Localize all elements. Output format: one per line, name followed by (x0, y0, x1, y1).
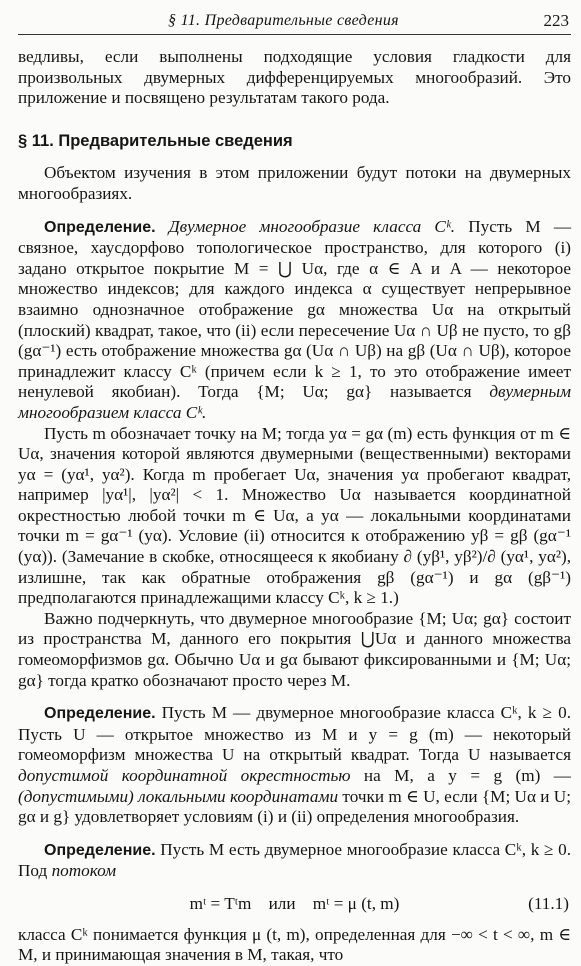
definition-body-end: точки m ∈ U, если {M; Uα и U; gα и g} удовлетворяет условиям (i) и (ii) определения многообразия. (18, 786, 571, 827)
running-head-title: § 11. Предварительные сведения (168, 12, 399, 29)
flow-continuation-paragraph: класса Cᵏ понимается функция μ (t, m), определенная для −∞ < t < ∞, m ∈ M, и принимающая значения в M, такая, что (18, 924, 571, 965)
running-head (18, 0, 571, 35)
page-content (18, 47, 571, 966)
point-coordinates-paragraph: Пусть m обозначает точку на M; тогда yα = gα (m) есть функция от m ∈ Uα, значения которой являются двумерными (вещественными) векторами yα = (yα¹, yα²). Когда m пробегает Uα, значения yα пробегают квадрат, например |yα¹|, |yα²| < 1. Множество Uα называется координатной окрестностью любой точки m ∈ Uα, а yα — локальными координатами точки m = gα⁻¹ (yα). Условие (ii) относится к отображению yβ = gβ (gα⁻¹ (yα)). (Замечание в скобке, относящееся к якобиану ∂ (yβ¹, yβ²)/∂ (yα¹, yα²), излишне, так как обратные отображения gβ (gα⁻¹) и gα (gβ⁻¹) предполагаются принадлежащими классу Cᵏ, k ≥ 1.) (18, 423, 571, 608)
formula-text: mᵗ = Tᵗm или mᵗ = μ (t, m) (189, 893, 400, 913)
definition-label: Определение. (44, 705, 156, 723)
definition-body-start: Пусть M — двумерное многообразие класса Cᵏ, k ≥ 0. Пусть U — открытое множество из M и y = g (m) — некоторый гомеоморфизм множества U на открытый квадрат. Тогда U называется (18, 703, 572, 765)
definition-body: Пусть M — связное, хаусдорфово топологическое пространство, для которого (i) задано открытое покрытие M = ⋃ Uα, где α ∈ A и A — некоторое множество индексов; для каждого индекса α существует непрерывное взаимно однозначное отображение gα множества Uα на открытый (плоский) квадрат, такое, что (ii) если пересечение Uα ∩ Uβ не пусто, то gβ (gα⁻¹) есть отображение множества gα (Uα ∩ Uβ) на gβ (Uα ∩ Uβ), которое принадлежит классу Cᵏ (причем если k ≥ 1, то это отображение имеет ненулевой якобиан). Тогда {M; Uα; gα} называется (18, 216, 572, 402)
definition-label: Определение. (44, 841, 156, 859)
page-number: 223 (543, 11, 569, 30)
definition-conclusion: двумерным многообразием класса Cᵏ. (18, 382, 572, 422)
definition-coordinate-neighborhood (18, 703, 571, 828)
section-heading: § 11. Предварительные сведения (18, 131, 293, 150)
definition-manifold (18, 217, 571, 424)
definition-flow (18, 840, 571, 882)
definition-term-local-coordinates: (допустимыми) локальными координатами (18, 786, 339, 806)
equation-number: (11.1) (528, 893, 569, 913)
definition-label: Определение. (44, 218, 156, 236)
section-lead-paragraph: Объектом изучения в этом приложении будут потоки на двумерных многообразиях. (18, 163, 571, 203)
definition-body-start: Пусть M есть двумерное многообразие класса Cᵏ, k ≥ 0. Под (18, 839, 572, 881)
definition-term-neighborhood: допустимой координатной окрестностью (18, 766, 351, 785)
definition-body-mid: на M, а y = g (m) — (363, 766, 571, 785)
definition-term-flow: потоком (51, 861, 117, 881)
definition-title: Двумерное многообразие класса Cᵏ. (168, 216, 455, 236)
intro-paragraph: ведливы, если выполнены подходящие условия гладкости для произвольных двумерных дифференцируемых многообразий. Это приложение и посвящено результатам такого рода. (18, 47, 571, 108)
flow-formula (18, 894, 571, 915)
manifold-note-paragraph: Важно подчеркнуть, что двумерное многообразие {M; Uα; gα} состоит из пространства M, данного его покрытия ⋃Uα и данного множества гомеоморфизмов gα. Обычно Uα и gα бывают фиксированными и {M; Uα; gα} тогда кратко обозначают просто через M. (18, 608, 571, 690)
